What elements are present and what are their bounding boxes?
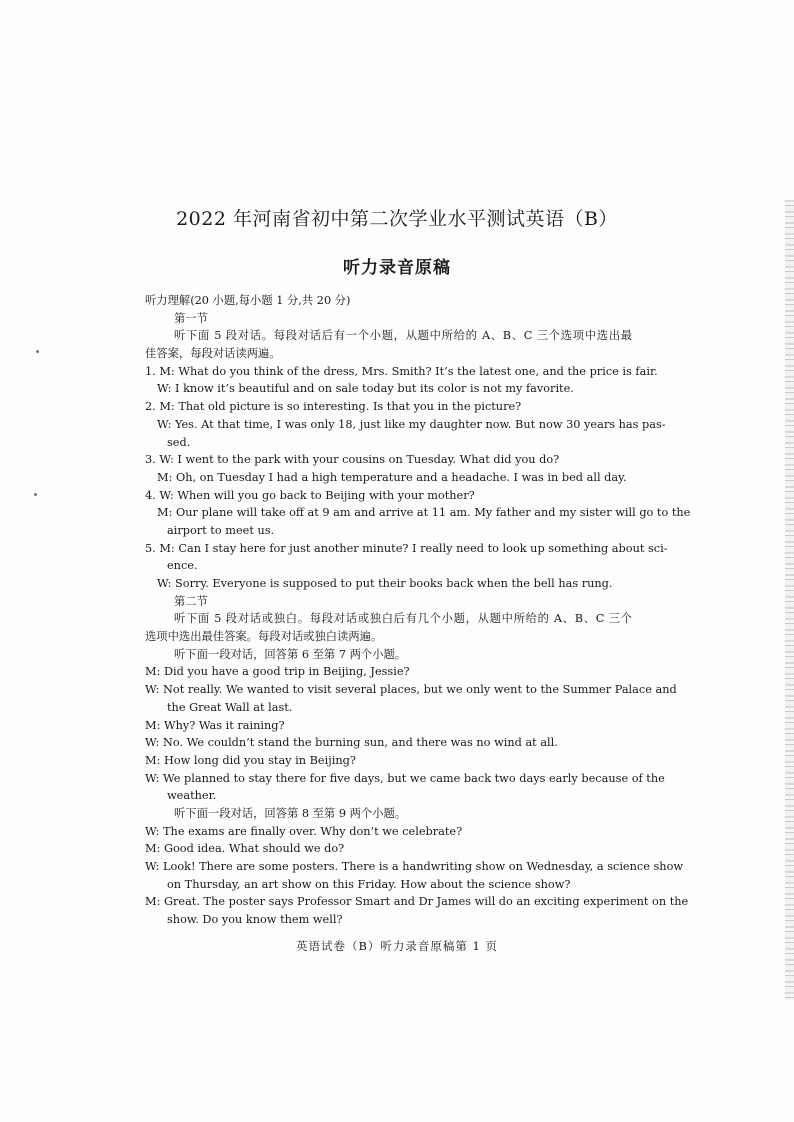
- transcript-line: airport to meet us.: [167, 523, 275, 537]
- transcript-line: W: Look! There are some posters. There is a handwriting show on Wednesday, a science show: [145, 860, 684, 873]
- transcript-line: W: Yes. At that time, I was only 18, just like my daughter now. But now 30 years has pas-: [157, 417, 666, 431]
- transcript-line: M: How long did you stay in Beijing?: [145, 753, 356, 767]
- transcript-line: sed.: [167, 435, 191, 449]
- transcript-line: W: No. We couldn’t stand the burning sun, and there was no wind at all.: [145, 736, 558, 750]
- transcript-line: 第一节: [174, 311, 208, 325]
- transcript-line: 4. W: When will you go back to Beijing with your mother?: [145, 488, 475, 502]
- transcript-line: M: Great. The poster says Professor Smart and Dr James will do an exciting experiment on the: [145, 895, 689, 909]
- transcript-line: 听下面 5 段对话。每段对话后有一个小题，从题中所给的 A、B、C 三个选项中选出最: [174, 329, 632, 343]
- transcript-line: on Thursday, an art show on this Friday. How about the science show?: [167, 877, 571, 891]
- transcript-line: weather.: [167, 789, 217, 803]
- transcript-line: the Great Wall at last.: [167, 700, 293, 714]
- transcript-line: 选项中选出最佳答案。每段对话或独白读两遍。: [145, 630, 383, 644]
- transcript-line: W: Sorry. Everyone is supposed to put their books back when the bell has rung.: [157, 577, 613, 590]
- transcript-line: 听下面 5 段对话或独白。每段对话或独白后有几个小题，从题中所给的 A、B、C 三个: [174, 612, 632, 626]
- transcript-line: ence.: [167, 559, 198, 573]
- transcript-line: 2. M: That old picture is so interesting. Is that you in the picture?: [145, 400, 522, 414]
- transcript-line: 1. M: What do you think of the dress, Mrs. Smith? It’s the latest one, and the price is fair.: [145, 364, 658, 378]
- page-footer: 英语试卷（B）听力录音原稿第 1 页: [295, 939, 499, 953]
- scan-edge-artifact: [785, 200, 794, 1000]
- transcript-line: M: Oh, on Tuesday I had a high temperature and a headache. I was in bed all day.: [157, 470, 627, 484]
- transcript-body: [145, 292, 691, 929]
- page-subtitle: 听力录音原稿: [343, 258, 451, 278]
- transcript-line: W: The exams are finally over. Why don’t we celebrate?: [145, 824, 463, 838]
- transcript-line: 听下面一段对话，回答第 8 至第 9 两个小题。: [174, 806, 407, 820]
- transcript-line: M: Did you have a good trip in Beijing, Jessie?: [145, 665, 410, 679]
- transcript-line: 听力理解(20 小题,每小题 1 分,共 20 分): [145, 294, 351, 307]
- transcript-line: 听下面一段对话，回答第 6 至第 7 两个小题。: [174, 647, 407, 661]
- transcript-line: show. Do you know them well?: [167, 913, 343, 927]
- transcript-line: 佳答案，每段对话读两遍。: [145, 347, 281, 361]
- transcript-line: W: I know it’s beautiful and on sale today but its color is not my favorite.: [157, 382, 574, 396]
- transcript-line: 5. M: Can I stay here for just another minute? I really need to look up something about sci-: [145, 541, 668, 555]
- page-title: 2022 年河南省初中第二次学业水平测试英语（B）: [176, 208, 618, 230]
- transcript-line: W: Not really. We wanted to visit several places, but we only went to the Summer Palace and: [145, 683, 677, 697]
- transcript-line: 第二节: [174, 594, 208, 608]
- transcript-line: W: We planned to stay there for five days, but we came back two days early because of the: [145, 771, 665, 785]
- transcript-line: M: Our plane will take off at 9 am and arrive at 11 am. My father and my sister will go to the: [157, 506, 691, 520]
- scan-speck: [34, 493, 37, 496]
- transcript-line: M: Why? Was it raining?: [145, 718, 285, 732]
- transcript-line: 3. W: I went to the park with your cousins on Tuesday. What did you do?: [145, 453, 560, 467]
- scan-speck: [36, 350, 39, 353]
- transcript-line: M: Good idea. What should we do?: [145, 842, 345, 856]
